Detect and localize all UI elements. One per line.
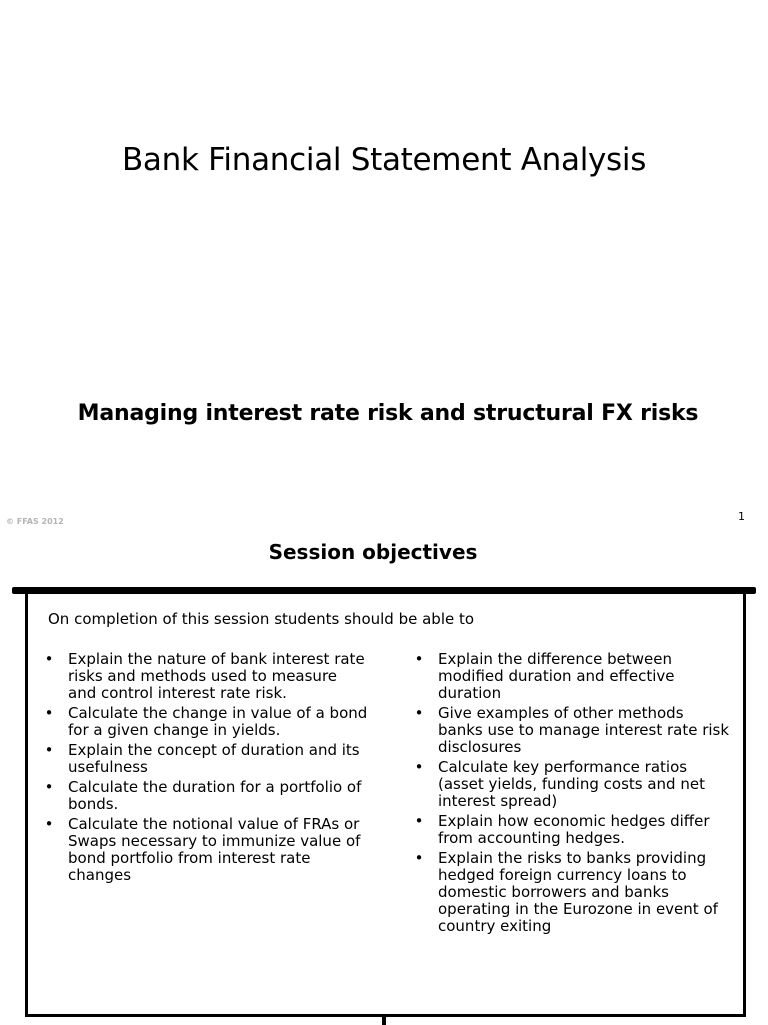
bullet: • xyxy=(44,815,54,833)
objectives-slide xyxy=(0,530,768,1024)
objective-text: Calculate the duration for a portfolio of bonds. xyxy=(68,778,362,813)
list-item xyxy=(412,705,732,756)
objective-text: Calculate the change in value of a bond for a given change in yields. xyxy=(68,704,368,739)
bullet: • xyxy=(44,704,54,722)
slide-title: Bank Financial Statement Analysis xyxy=(121,142,647,178)
list-item xyxy=(42,779,368,813)
objective-text: Explain how economic hedges differ from accounting hedges. xyxy=(438,812,710,847)
list-item xyxy=(42,816,368,884)
objective-text: Give examples of other methods banks use to manage interest rate risk disclosures xyxy=(438,704,730,756)
list-item xyxy=(412,759,732,810)
bullet: • xyxy=(414,812,424,830)
objective-text: Explain the risks to banks providing hedged foreign currency loans to domestic borrowers and banks operating in the Eurozone in event of country exiting xyxy=(438,849,718,935)
list-item xyxy=(42,742,368,776)
bullet: • xyxy=(414,704,424,722)
objective-text: Explain the difference between modified duration and effective duration xyxy=(438,650,675,702)
list-item xyxy=(42,651,368,702)
bullet: • xyxy=(414,650,424,668)
bullet: • xyxy=(414,849,424,867)
page-number: 1 xyxy=(738,510,745,523)
list-item xyxy=(412,813,732,847)
list-item xyxy=(412,651,732,702)
objective-text: Calculate key performance ratios (asset yields, funding costs and net interest spread) xyxy=(438,758,705,810)
slide-subtitle: Managing interest rate risk and structural FX risks xyxy=(77,401,699,426)
bullet: • xyxy=(44,741,54,759)
copyright-notice: © FFAS 2012 xyxy=(6,517,64,526)
right-objectives-list xyxy=(412,651,732,938)
objective-text: Calculate the notional value of FRAs or Swaps necessary to immunize value of bond portfolio from interest rate changes xyxy=(68,815,361,884)
bullet: • xyxy=(44,650,54,668)
lead-in-text: On completion of this session students should be able to xyxy=(48,610,475,628)
section-title: Session objectives xyxy=(268,540,478,564)
left-objectives-list xyxy=(42,651,368,887)
list-item xyxy=(412,850,732,935)
list-item xyxy=(42,705,368,739)
objective-text: Explain the concept of duration and its usefulness xyxy=(68,741,360,776)
bullet: • xyxy=(414,758,424,776)
objective-text: Explain the nature of bank interest rate risks and methods used to measure and control interest rate risk. xyxy=(68,650,365,702)
bullet: • xyxy=(44,778,54,796)
